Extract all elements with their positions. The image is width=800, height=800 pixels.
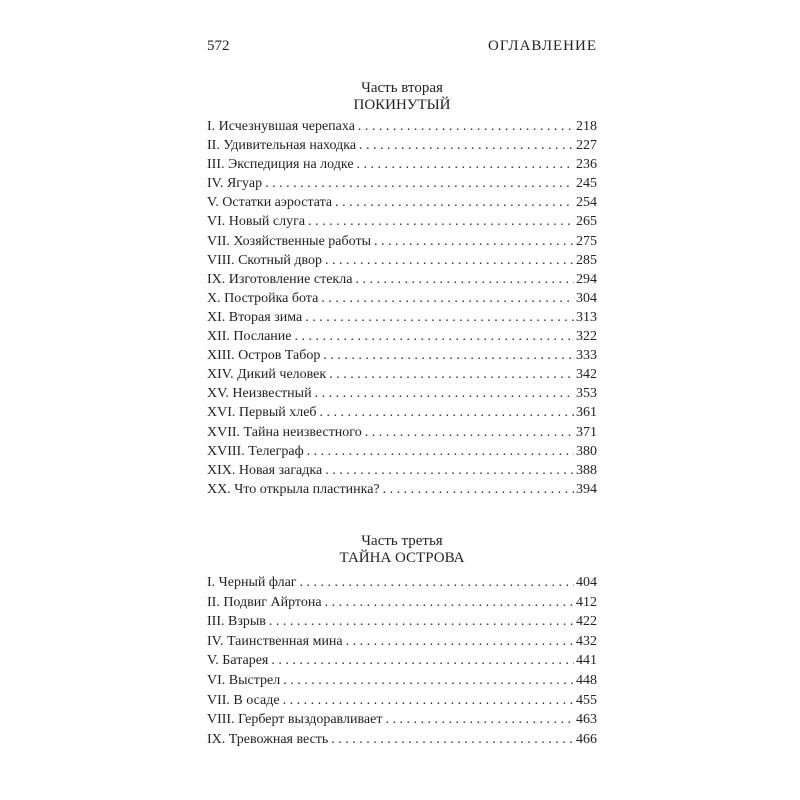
dot-leader (325, 593, 574, 612)
chapter-title: XV. Неизвестный (207, 386, 312, 402)
dot-leader (300, 573, 574, 592)
chapter-title: XI. Вторая зима (207, 309, 303, 325)
chapter-title: II. Подвиг Айртона (207, 594, 322, 610)
chapter-page: 441 (576, 653, 597, 669)
part-heading (207, 80, 597, 114)
chapter-page: 455 (576, 692, 597, 708)
dot-leader (315, 384, 574, 403)
chapter-page: 404 (576, 575, 597, 590)
toc-entry (207, 270, 597, 289)
chapter-title: III. Взрыв (207, 614, 266, 630)
chapter-title: V. Батарея (207, 653, 269, 669)
dot-leader (346, 632, 574, 651)
toc-entry (207, 691, 597, 711)
chapter-page: 412 (576, 594, 597, 610)
dot-leader (359, 136, 574, 155)
chapter-page: 322 (576, 329, 597, 345)
dot-leader (355, 270, 574, 289)
chapter-title: XVI. Первый хлеб (207, 405, 317, 421)
dot-leader (305, 308, 574, 327)
dot-leader (383, 480, 574, 499)
toc-entry (207, 327, 597, 346)
dot-leader (357, 155, 574, 174)
toc-entry (207, 671, 597, 691)
chapter-page: 333 (576, 348, 597, 364)
chapter-page: 285 (576, 252, 597, 268)
toc-entry (207, 117, 597, 136)
chapter-page: 236 (576, 157, 597, 173)
toc-entry (207, 612, 597, 632)
toc-entry (207, 212, 597, 231)
toc-entry (207, 710, 597, 730)
chapter-page: 361 (576, 405, 597, 421)
chapter-page: 448 (576, 672, 597, 688)
chapter-page: 275 (576, 233, 597, 249)
chapter-title: IX. Тревожная весть (207, 731, 329, 747)
chapter-page: 294 (576, 271, 597, 287)
dot-leader (385, 710, 574, 729)
chapter-page: 422 (576, 614, 597, 630)
chapter-title: XII. Послание (207, 329, 292, 345)
toc-entry (207, 346, 597, 365)
toc-entry (207, 442, 597, 461)
chapter-title: II. Удивительная находка (207, 138, 357, 154)
chapter-page: 342 (576, 367, 597, 383)
toc-entry (207, 289, 597, 308)
part-label: Часть третья (361, 533, 443, 549)
dot-leader (321, 289, 574, 308)
dot-leader (325, 461, 574, 480)
chapter-title: XIX. Новая загадка (207, 462, 323, 478)
toc-entry (207, 193, 597, 212)
chapter-list (207, 573, 597, 749)
dot-leader (323, 346, 574, 365)
dot-leader (335, 193, 574, 212)
dot-leader (283, 691, 574, 710)
toc-entry (207, 136, 597, 155)
chapter-page: 380 (576, 443, 597, 459)
dot-leader (374, 232, 574, 251)
chapter-page: 394 (576, 481, 597, 497)
dot-leader (325, 251, 574, 270)
dot-leader (295, 327, 574, 346)
toc-entry (207, 174, 597, 193)
part-label: Часть вторая (361, 80, 443, 96)
toc-entry (207, 461, 597, 480)
dot-leader (271, 651, 574, 670)
part-title: ПОКИНУТЫЙ (353, 97, 451, 113)
part-heading (207, 533, 597, 567)
dot-leader (358, 117, 574, 136)
chapter-title: XIV. Дикий человек (207, 367, 327, 383)
chapter-page: 466 (576, 731, 597, 747)
chapter-title: XIII. Остров Табор (207, 348, 321, 364)
toc-entry (207, 403, 597, 422)
toc-entry (207, 232, 597, 251)
page-number: 572 (207, 38, 230, 54)
chapter-page: 353 (576, 386, 597, 402)
chapter-page: 265 (576, 214, 597, 230)
chapter-title: VII. В осаде (207, 692, 280, 708)
chapter-title: VIII. Скотный двор (207, 252, 322, 268)
chapter-title: V. Остатки аэростата (207, 195, 333, 211)
dot-leader (269, 612, 574, 631)
dot-leader (320, 403, 574, 422)
chapter-title: I. Исчезнувшая черепаха (207, 119, 355, 134)
chapter-title: VII. Хозяйственные работы (207, 233, 371, 249)
chapter-page: 227 (576, 138, 597, 154)
toc-entry (207, 155, 597, 174)
chapter-title: XVII. Тайна неизвестного (207, 424, 362, 440)
dot-leader (283, 671, 574, 690)
chapter-title: VI. Выстрел (207, 672, 281, 688)
toc-entry (207, 651, 597, 671)
toc-entry (207, 384, 597, 403)
dot-leader (329, 365, 574, 384)
chapter-title: IV. Ягуар (207, 176, 263, 192)
toc-entry (207, 573, 597, 593)
toc-entry (207, 251, 597, 270)
chapter-title: IX. Изготовление стекла (207, 271, 353, 287)
chapter-title: III. Экспедиция на лодке (207, 157, 354, 173)
part-title: ТАЙНА ОСТРОВА (339, 550, 465, 566)
chapter-page: 313 (576, 309, 597, 325)
chapter-page: 371 (576, 424, 597, 440)
dot-leader (308, 212, 574, 231)
chapter-page: 245 (576, 176, 597, 192)
chapter-title: XVIII. Телеграф (207, 443, 304, 459)
chapter-title: X. Постройка бота (207, 290, 319, 306)
chapter-page: 304 (576, 290, 597, 306)
dot-leader (331, 730, 574, 749)
dot-leader (265, 174, 574, 193)
chapter-page: 463 (576, 712, 597, 728)
chapter-list (207, 117, 597, 499)
toc-entry (207, 730, 597, 750)
chapter-page: 388 (576, 462, 597, 478)
dot-leader (307, 442, 574, 461)
chapter-title: VIII. Герберт выздоравливает (207, 712, 383, 728)
toc-entry (207, 423, 597, 442)
toc-entry (207, 593, 597, 613)
running-title: ОГЛАВЛЕНИЕ (488, 38, 597, 54)
chapter-title: VI. Новый слуга (207, 214, 306, 230)
chapter-title: XX. Что открыла пластинка? (207, 481, 380, 497)
chapter-title: I. Черный флаг (207, 575, 297, 590)
toc-entry (207, 480, 597, 499)
running-header (207, 38, 597, 55)
chapter-title: IV. Таинственная мина (207, 633, 343, 649)
toc-entry (207, 308, 597, 327)
toc-entry (207, 365, 597, 384)
dot-leader (365, 423, 574, 442)
chapter-page: 254 (576, 195, 597, 211)
chapter-page: 218 (576, 119, 597, 134)
toc-entry (207, 632, 597, 652)
chapter-page: 432 (576, 633, 597, 649)
